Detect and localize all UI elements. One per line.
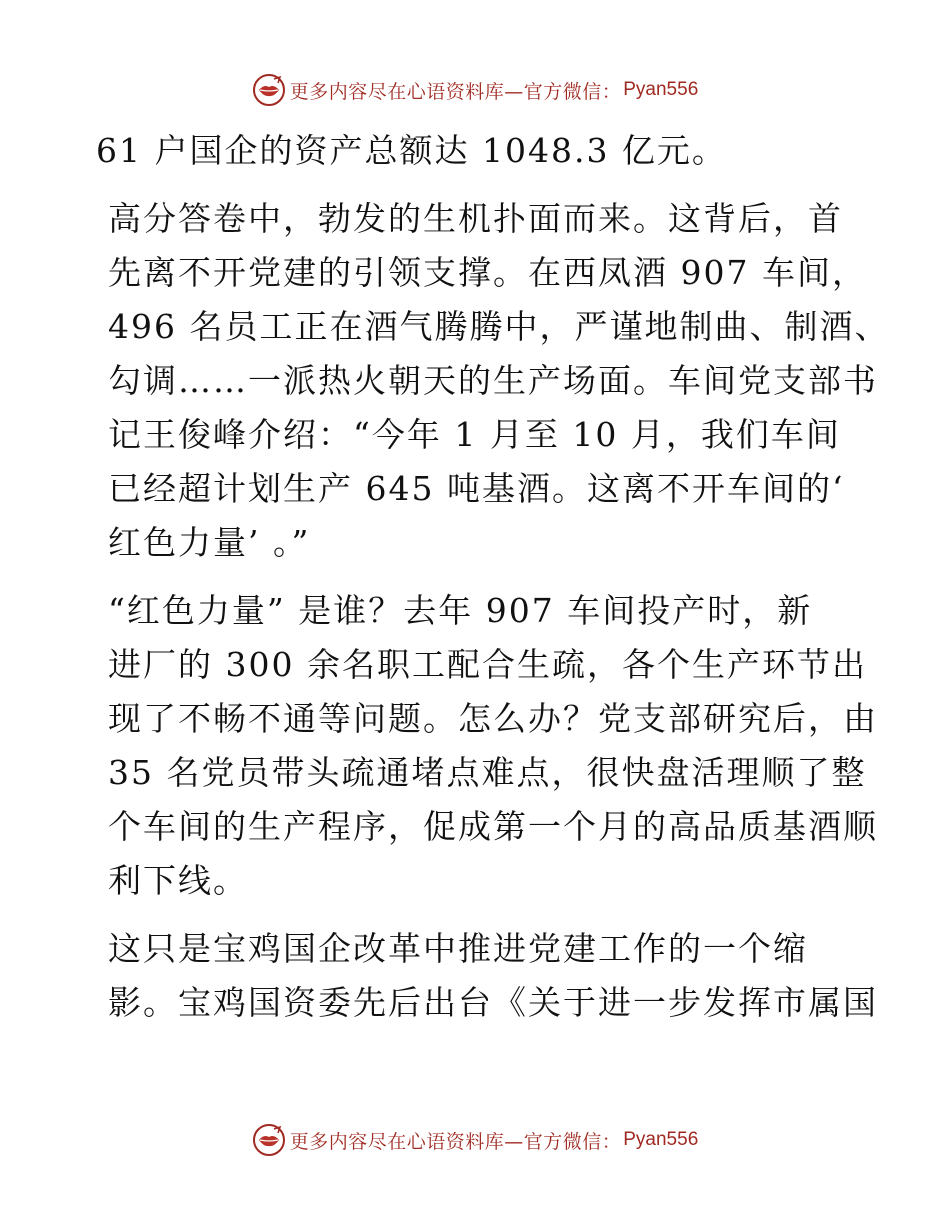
- header-banner: [0, 70, 950, 110]
- red-lips-logo-icon: [252, 73, 286, 107]
- paragraph: [96, 192, 890, 570]
- text-line: 35 名党员带头疏通堵点难点，很快盘活理顺了整: [108, 753, 867, 792]
- paragraph: [96, 124, 856, 178]
- red-lips-logo-icon: [252, 1123, 286, 1157]
- wechat-id: Pyan556: [623, 79, 699, 100]
- text-line: 利下线。: [108, 861, 248, 900]
- text-line: 61 户国企的资产总额达 1048.3 亿元。: [96, 131, 727, 170]
- text-line: 进厂的 300 余名职工配合生疏，各个生产环节出: [108, 645, 867, 684]
- text-line: 496 名员工正在酒气腾腾中，严谨地制曲、制酒、: [108, 307, 890, 346]
- banner-text: 更多内容尽在心语资料库—官方微信：: [289, 1130, 622, 1153]
- document-body: [96, 124, 890, 1044]
- paragraph: [96, 922, 878, 1030]
- text-line: 红色力量’ 。”: [108, 523, 311, 562]
- banner-text: 更多内容尽在心语资料库—官方微信：: [289, 80, 622, 103]
- text-line: 这只是宝鸡国企改革中推进党建工作的一个缩: [108, 929, 808, 968]
- text-line: 高分答卷中，勃发的生机扑面而来。这背后，首: [108, 199, 843, 238]
- text-line: 先离不开党建的引领支撑。在西凤酒 907 车间，: [108, 253, 867, 292]
- text-line: 已经超计划生产 645 吨基酒。这离不开车间的‘: [108, 469, 845, 508]
- text-line: 影。宝鸡国资委先后出台《关于进一步发挥市属国: [108, 983, 878, 1022]
- text-line: 个车间的生产程序，促成第一个月的高品质基酒顺: [108, 807, 878, 846]
- text-line: 记王俊峰介绍：“今年 1 月至 10 月，我们车间: [108, 415, 841, 454]
- footer-banner: [0, 1120, 950, 1160]
- text-line: 现了不畅不通等问题。怎么办？党支部研究后，由: [108, 699, 878, 738]
- paragraph: [96, 584, 878, 908]
- wechat-id: Pyan556: [623, 1129, 699, 1150]
- text-line: “红色力量” 是谁？去年 907 车间投产时，新: [108, 591, 813, 630]
- text-line: 勾调……一派热火朝天的生产场面。车间党支部书: [108, 361, 878, 400]
